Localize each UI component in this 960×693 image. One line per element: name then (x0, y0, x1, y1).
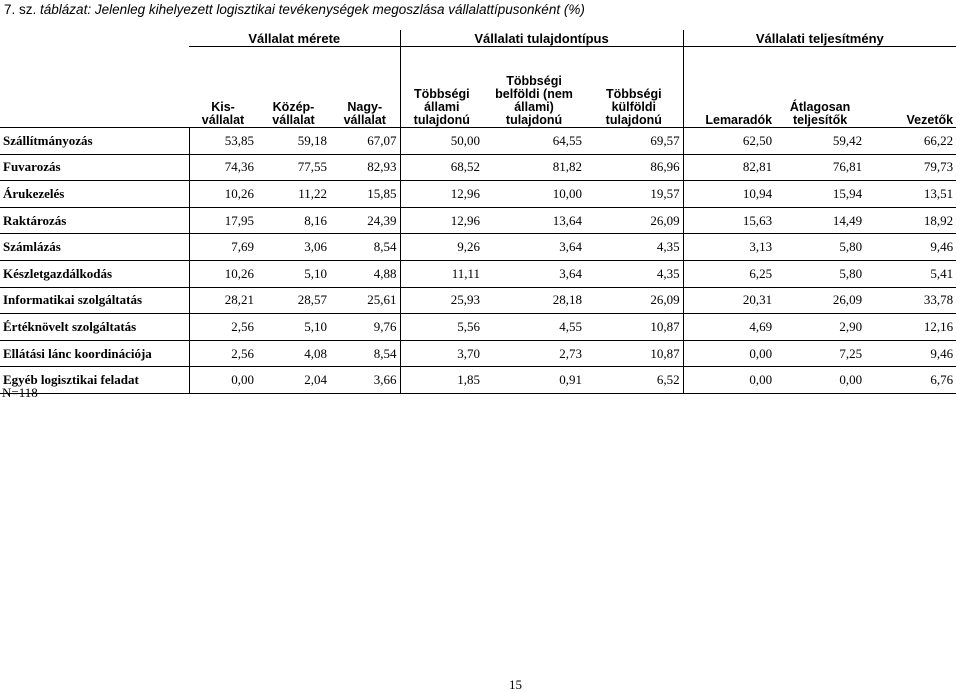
table-cell: 74,36 (189, 154, 257, 181)
table-row (0, 260, 956, 287)
table-cell: 9,46 (865, 340, 956, 367)
table-cell: 3,13 (683, 234, 775, 261)
table-cell: 2,04 (257, 367, 330, 394)
table-cell: 28,57 (257, 287, 330, 314)
table-cell: 15,85 (330, 181, 400, 208)
table-cell: 0,00 (683, 367, 775, 394)
table-row (0, 154, 956, 181)
table-cell: 79,73 (865, 154, 956, 181)
column-header: Közép- vállalat (257, 47, 330, 128)
row-label: Fuvarozás (0, 154, 189, 181)
table-cell: 76,81 (775, 154, 865, 181)
table-cell: 0,91 (483, 367, 585, 394)
table-row (0, 287, 956, 314)
table-cell: 11,22 (257, 181, 330, 208)
table-cell: 12,96 (400, 207, 483, 234)
stub-header (0, 30, 189, 47)
table-cell: 9,26 (400, 234, 483, 261)
table-cell: 20,31 (683, 287, 775, 314)
table-caption (4, 2, 585, 17)
table-cell: 24,39 (330, 207, 400, 234)
table-cell: 0,00 (189, 367, 257, 394)
table-cell: 10,00 (483, 181, 585, 208)
table-cell: 50,00 (400, 128, 483, 155)
table-cell: 5,80 (775, 234, 865, 261)
table-cell: 26,09 (585, 287, 683, 314)
row-label: Ellátási lánc koordinációja (0, 340, 189, 367)
table-cell: 3,70 (400, 340, 483, 367)
table-cell: 6,25 (683, 260, 775, 287)
table-cell: 8,16 (257, 207, 330, 234)
table-cell: 9,76 (330, 314, 400, 341)
table-cell: 86,96 (585, 154, 683, 181)
column-header: Többségi belföldi (nem állami) tulajdonú (483, 47, 585, 128)
row-label: Értéknövelt szolgáltatás (0, 314, 189, 341)
row-label: Informatikai szolgáltatás (0, 287, 189, 314)
table-cell: 2,56 (189, 314, 257, 341)
table-cell: 3,66 (330, 367, 400, 394)
row-label: Számlázás (0, 234, 189, 261)
table-cell: 10,26 (189, 181, 257, 208)
column-header-row (0, 47, 956, 128)
column-header: Többségi állami tulajdonú (400, 47, 483, 128)
table-cell: 5,10 (257, 260, 330, 287)
table-cell: 28,18 (483, 287, 585, 314)
column-header: Vezetők (865, 47, 956, 128)
table-cell: 0,00 (683, 340, 775, 367)
caption-number: 7. sz. (4, 2, 37, 17)
table-cell: 10,87 (585, 340, 683, 367)
column-header: Kis- vállalat (189, 47, 257, 128)
table-cell: 7,25 (775, 340, 865, 367)
table-cell: 81,82 (483, 154, 585, 181)
table-cell: 62,50 (683, 128, 775, 155)
table-cell: 68,52 (400, 154, 483, 181)
table-cell: 9,46 (865, 234, 956, 261)
caption-text: táblázat: Jelenleg kihelyezett logisztikai tevékenységek megoszlása vállalattípusonként (%) (40, 2, 585, 17)
table-cell: 10,94 (683, 181, 775, 208)
table-cell: 82,81 (683, 154, 775, 181)
table-cell: 4,35 (585, 234, 683, 261)
table-cell: 25,61 (330, 287, 400, 314)
column-header: Többségi külföldi tulajdonú (585, 47, 683, 128)
table-cell: 5,10 (257, 314, 330, 341)
table-row (0, 181, 956, 208)
table-cell: 4,88 (330, 260, 400, 287)
table-row (0, 234, 956, 261)
table-cell: 82,93 (330, 154, 400, 181)
table-cell: 5,41 (865, 260, 956, 287)
table-cell: 10,87 (585, 314, 683, 341)
row-label: Készletgazdálkodás (0, 260, 189, 287)
table-cell: 2,56 (189, 340, 257, 367)
table-cell: 10,26 (189, 260, 257, 287)
table-row (0, 128, 956, 155)
table-cell: 8,54 (330, 340, 400, 367)
table-cell: 15,94 (775, 181, 865, 208)
column-header: Lemaradók (683, 47, 775, 128)
table-cell: 26,09 (585, 207, 683, 234)
table-cell: 12,96 (400, 181, 483, 208)
table-cell: 25,93 (400, 287, 483, 314)
row-label: Árukezelés (0, 181, 189, 208)
table-cell: 69,57 (585, 128, 683, 155)
table-cell: 7,69 (189, 234, 257, 261)
table-cell: 18,92 (865, 207, 956, 234)
table-cell: 77,55 (257, 154, 330, 181)
stub-column-header (0, 47, 189, 128)
table-cell: 13,51 (865, 181, 956, 208)
table-cell: 4,69 (683, 314, 775, 341)
sample-size-note: N=118 (2, 385, 38, 400)
table-cell: 4,08 (257, 340, 330, 367)
table-cell: 6,76 (865, 367, 956, 394)
table-cell: 28,21 (189, 287, 257, 314)
table-cell: 2,90 (775, 314, 865, 341)
table-cell: 12,16 (865, 314, 956, 341)
column-header: Nagy- vállalat (330, 47, 400, 128)
table-cell: 3,06 (257, 234, 330, 261)
table-cell: 0,00 (775, 367, 865, 394)
table-cell: 8,54 (330, 234, 400, 261)
table-cell: 17,95 (189, 207, 257, 234)
table-cell: 14,49 (775, 207, 865, 234)
group-header-size: Vállalat mérete (189, 30, 400, 47)
table-row (0, 207, 956, 234)
table-cell: 5,80 (775, 260, 865, 287)
table-cell: 33,78 (865, 287, 956, 314)
group-header-row (0, 30, 956, 47)
table-body (0, 128, 956, 394)
table-cell: 3,64 (483, 260, 585, 287)
column-header: Átlagosan teljesítők (775, 47, 865, 128)
table-cell: 2,73 (483, 340, 585, 367)
table-cell: 53,85 (189, 128, 257, 155)
table-cell: 5,56 (400, 314, 483, 341)
row-label: Szállítmányozás (0, 128, 189, 155)
table-cell: 13,64 (483, 207, 585, 234)
table-cell: 3,64 (483, 234, 585, 261)
page-number: 15 (509, 677, 522, 692)
table-cell: 64,55 (483, 128, 585, 155)
row-label: Raktározás (0, 207, 189, 234)
table-cell: 1,85 (400, 367, 483, 394)
table-cell: 59,42 (775, 128, 865, 155)
table-cell: 4,55 (483, 314, 585, 341)
table-cell: 67,07 (330, 128, 400, 155)
table-cell: 6,52 (585, 367, 683, 394)
table-row (0, 367, 956, 394)
table-cell: 19,57 (585, 181, 683, 208)
data-table (0, 30, 956, 394)
table-cell: 4,35 (585, 260, 683, 287)
table-cell: 26,09 (775, 287, 865, 314)
table-row (0, 340, 956, 367)
table-cell: 66,22 (865, 128, 956, 155)
table-cell: 59,18 (257, 128, 330, 155)
row-label: Egyéb logisztikai feladat (0, 367, 189, 394)
group-header-ownership: Vállalati tulajdontípus (400, 30, 683, 47)
table-row (0, 314, 956, 341)
table-cell: 11,11 (400, 260, 483, 287)
group-header-performance: Vállalati teljesítmény (683, 30, 956, 47)
table-cell: 15,63 (683, 207, 775, 234)
